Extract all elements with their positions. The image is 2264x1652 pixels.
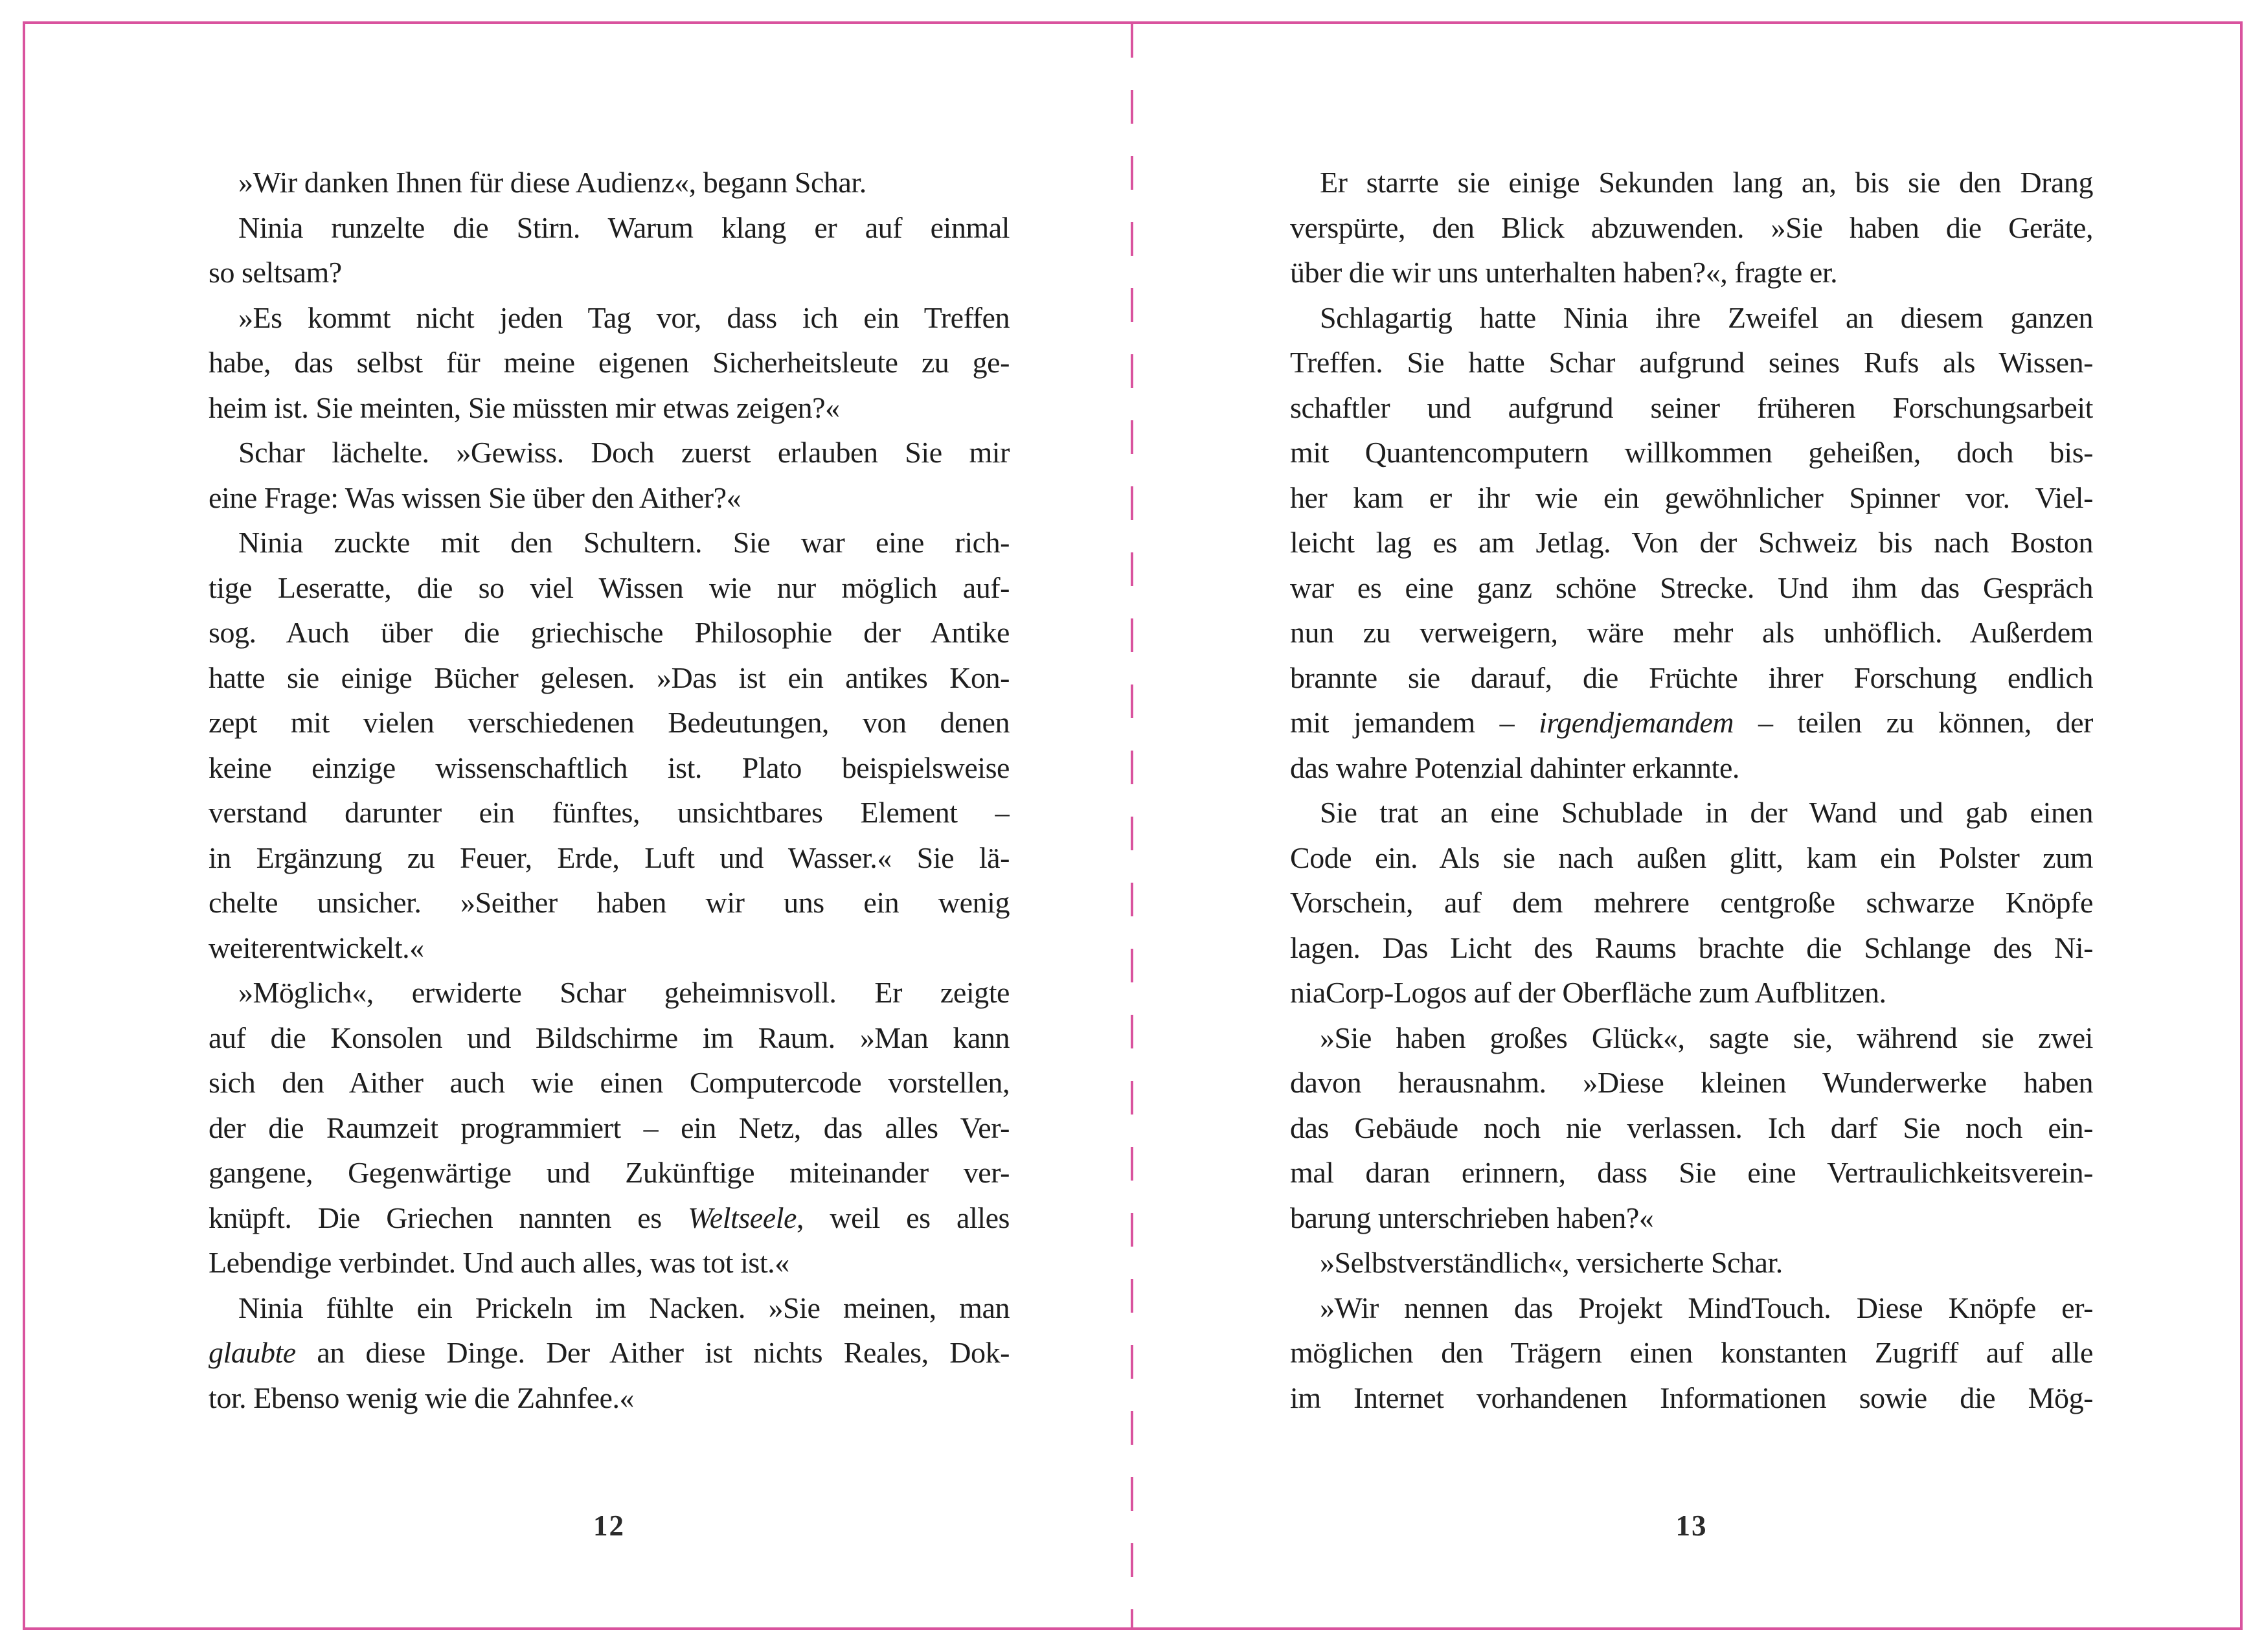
text-line: niaCorp-Logos auf der Oberfläche zum Aufblitzen. (1290, 976, 1886, 1009)
text-lines (209, 160, 1010, 1420)
text-line: das Gebäude noch nie verlassen. Ich darf Sie noch ein- (1290, 1111, 2093, 1144)
text-line: Sie trat an eine Schublade in der Wand und gab einen (1320, 796, 2093, 829)
text-line: gangene, Gegenwärtige und Zukünftige miteinander ver- (209, 1156, 1010, 1189)
text-line: tige Leseratte, die so viel Wissen wie nur möglich auf- (209, 571, 1010, 604)
text-line: chelte unsicher. »Seither haben wir uns ein wenig (209, 886, 1010, 919)
page-number-right: 13 (1675, 1510, 1708, 1542)
text-line: in Ergänzung zu Feuer, Erde, Luft und Wasser.« Sie lä- (209, 841, 1010, 874)
text-line: nun zu verweigern, wäre mehr als unhöflich. Außerdem (1290, 616, 2093, 649)
text-line: hatte sie einige Bücher gelesen. »Das ist ein antikes Kon- (209, 661, 1010, 694)
text-line: knüpft. Die Griechen nannten es Weltseele, weil es alles (209, 1201, 1010, 1234)
text-lines (1290, 160, 2093, 1420)
text-line: Schlagartig hatte Ninia ihre Zweifel an diesem ganzen (1320, 300, 2093, 334)
text-line: der die Raumzeit programmiert – ein Netz, das alles Ver- (209, 1111, 1010, 1144)
text-line: Ninia zuckte mit den Schultern. Sie war eine rich- (238, 526, 1010, 559)
text-line: mit jemandem – irgendjemandem – teilen zu können, der (1290, 706, 2093, 739)
text-line: im Internet vorhandenen Informationen sowie die Mög- (1290, 1381, 2093, 1414)
text-line: »Wir nennen das Projekt MindTouch. Diese Knöpfe er- (1320, 1291, 2093, 1324)
text-line: verstand darunter ein fünftes, unsichtbares Element – (209, 796, 1010, 829)
gutter-dashed-line (1131, 24, 1133, 1627)
text-line: eine Frage: Was wissen Sie über den Aither?« (209, 481, 741, 514)
text-line: Ninia runzelte die Stirn. Warum klang er auf einmal (238, 210, 1010, 244)
text-line: weiterentwickelt.« (209, 931, 424, 964)
text-line: keine einzige wissenschaftlich ist. Plato beispielsweise (209, 751, 1010, 784)
text-line: »Sie haben großes Glück«, sagte sie, während sie zwei (1320, 1021, 2093, 1054)
text-line: das wahre Potenzial dahinter erkannte. (1290, 751, 1739, 784)
text-line: verspürte, den Blick abzuwenden. »Sie haben die Geräte, (1290, 210, 2093, 244)
text-line: brannte sie darauf, die Früchte ihrer Forschung endlich (1290, 661, 2093, 694)
text-line: Lebendige verbindet. Und auch alles, was tot ist.« (209, 1246, 789, 1279)
text-line: mit Quantencomputern willkommen geheißen, doch bis- (1290, 436, 2093, 469)
page-12 (209, 160, 1010, 1420)
text-line: Er starrte sie einige Sekunden lang an, bis sie den Drang (1320, 166, 2093, 199)
text-line: schaftler und aufgrund seiner früheren Forschungsarbeit (1290, 390, 2093, 424)
text-line: sich den Aither auch wie einen Computercode vorstellen, (209, 1066, 1010, 1099)
text-line: war es eine ganz schöne Strecke. Und ihm das Gespräch (1290, 571, 2093, 604)
text-line: lagen. Das Licht des Raums brachte die Schlange des Ni- (1290, 931, 2093, 964)
text-line: Code ein. Als sie nach außen glitt, kam ein Polster zum (1290, 841, 2093, 874)
text-line: möglichen den Trägern einen konstanten Zugriff auf alle (1290, 1336, 2093, 1369)
text-line: habe, das selbst für meine eigenen Sicherheitsleute zu ge- (209, 346, 1010, 379)
text-line: heim ist. Sie meinten, Sie müssten mir etwas zeigen?« (209, 390, 840, 424)
text-line: her kam er ihr wie ein gewöhnlicher Spinner vor. Viel- (1290, 481, 2093, 514)
text-line: barung unterschrieben haben?« (1290, 1201, 1654, 1234)
text-line: Schar lächelte. »Gewiss. Doch zuerst erlauben Sie mir (238, 436, 1010, 469)
text-line: Ninia fühlte ein Prickeln im Nacken. »Sie meinen, man (238, 1291, 1010, 1324)
text-line: auf die Konsolen und Bildschirme im Raum. »Man kann (209, 1021, 1010, 1054)
text-line: davon herausnahm. »Diese kleinen Wunderwerke haben (1290, 1066, 2093, 1099)
text-line: »Wir danken Ihnen für diese Audienz«, begann Schar. (238, 166, 866, 199)
text-line: »Selbstverständlich«, versicherte Schar. (1320, 1246, 1783, 1279)
text-line: tor. Ebenso wenig wie die Zahnfee.« (209, 1381, 635, 1414)
text-line: so seltsam? (209, 256, 342, 289)
page-number-left: 12 (593, 1510, 625, 1542)
text-line: mal daran erinnern, dass Sie eine Vertraulichkeitsverein- (1290, 1156, 2093, 1189)
text-line: zept mit vielen verschiedenen Bedeutungen, von denen (209, 706, 1010, 739)
text-line: Vorschein, auf dem mehrere centgroße schwarze Knöpfe (1290, 886, 2093, 919)
text-line: glaubte an diese Dinge. Der Aither ist nichts Reales, Dok- (209, 1336, 1010, 1369)
text-line: leicht lag es am Jetlag. Von der Schweiz bis nach Boston (1290, 526, 2093, 559)
text-line: »Möglich«, erwiderte Schar geheimnisvoll. Er zeigte (238, 976, 1010, 1009)
text-line: sog. Auch über die griechische Philosophie der Antike (209, 616, 1010, 649)
text-line: »Es kommt nicht jeden Tag vor, dass ich ein Treffen (238, 300, 1010, 334)
page-13 (1290, 160, 2093, 1420)
text-line: über die wir uns unterhalten haben?«, fragte er. (1290, 256, 1838, 289)
text-line: Treffen. Sie hatte Schar aufgrund seines Rufs als Wissen- (1290, 346, 2093, 379)
